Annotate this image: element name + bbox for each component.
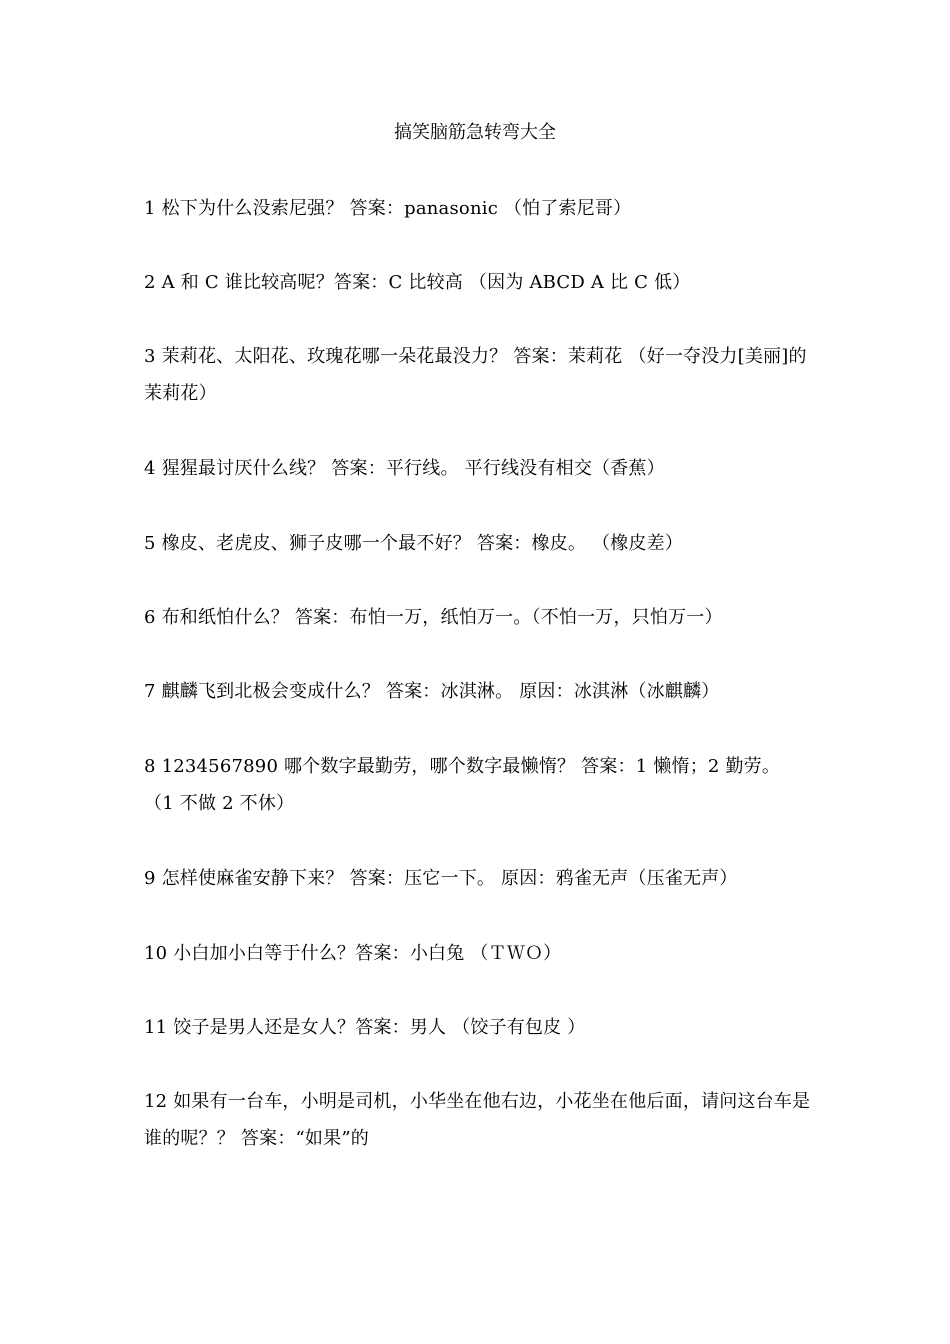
riddle-item-9: 9 怎样使麻雀安静下来？ 答案：压它一下。 原因：鸦雀无声（压雀无声）: [144, 868, 738, 889]
riddle-item-3: 3 茉莉花、太阳花、玫瑰花哪一朵花最没力？ 答案：茉莉花 （好一夺没力[美丽]的茉莉花）: [144, 346, 807, 404]
riddle-item-1: 1 松下为什么没索尼强？ 答案：panasonic （怕了索尼哥）: [144, 198, 632, 219]
riddle-item-2: 2 A 和 C 谁比较高呢？答案：C 比较高 （因为 ABCD A 比 C 低）: [144, 272, 691, 293]
riddle-item-6: 6 布和纸怕什么？ 答案：布怕一万，纸怕万一。（不怕一万，只怕万一）: [144, 607, 723, 628]
riddle-item-5: 5 橡皮、老虎皮、狮子皮哪一个最不好？ 答案：橡皮。 （橡皮差）: [144, 533, 684, 554]
riddle-item-8: 8 1234567890 哪个数字最勤劳，哪个数字最懒惰？ 答案：1 懒惰；2 勤劳。 （1 不做 2 不休）: [144, 756, 781, 814]
document-title: 搞笑脑筋急转弯大全: [394, 122, 556, 143]
riddle-item-12: 12 如果有一台车，小明是司机，小华坐在他右边，小花坐在他后面，请问这台车是谁的呢？？ 答案：“如果”的: [144, 1091, 811, 1149]
riddle-item-11: 11 饺子是男人还是女人？答案：男人 （饺子有包皮 ）: [144, 1017, 586, 1038]
riddle-item-10: 10 小白加小白等于什么？答案：小白兔 （ＴＷＯ）: [144, 943, 562, 964]
riddle-item-7: 7 麒麟飞到北极会变成什么？ 答案：冰淇淋。 原因：冰淇淋（冰麒麟）: [144, 681, 720, 702]
riddle-item-4: 4 猩猩最讨厌什么线？ 答案：平行线。 平行线没有相交（香蕉）: [144, 458, 665, 479]
